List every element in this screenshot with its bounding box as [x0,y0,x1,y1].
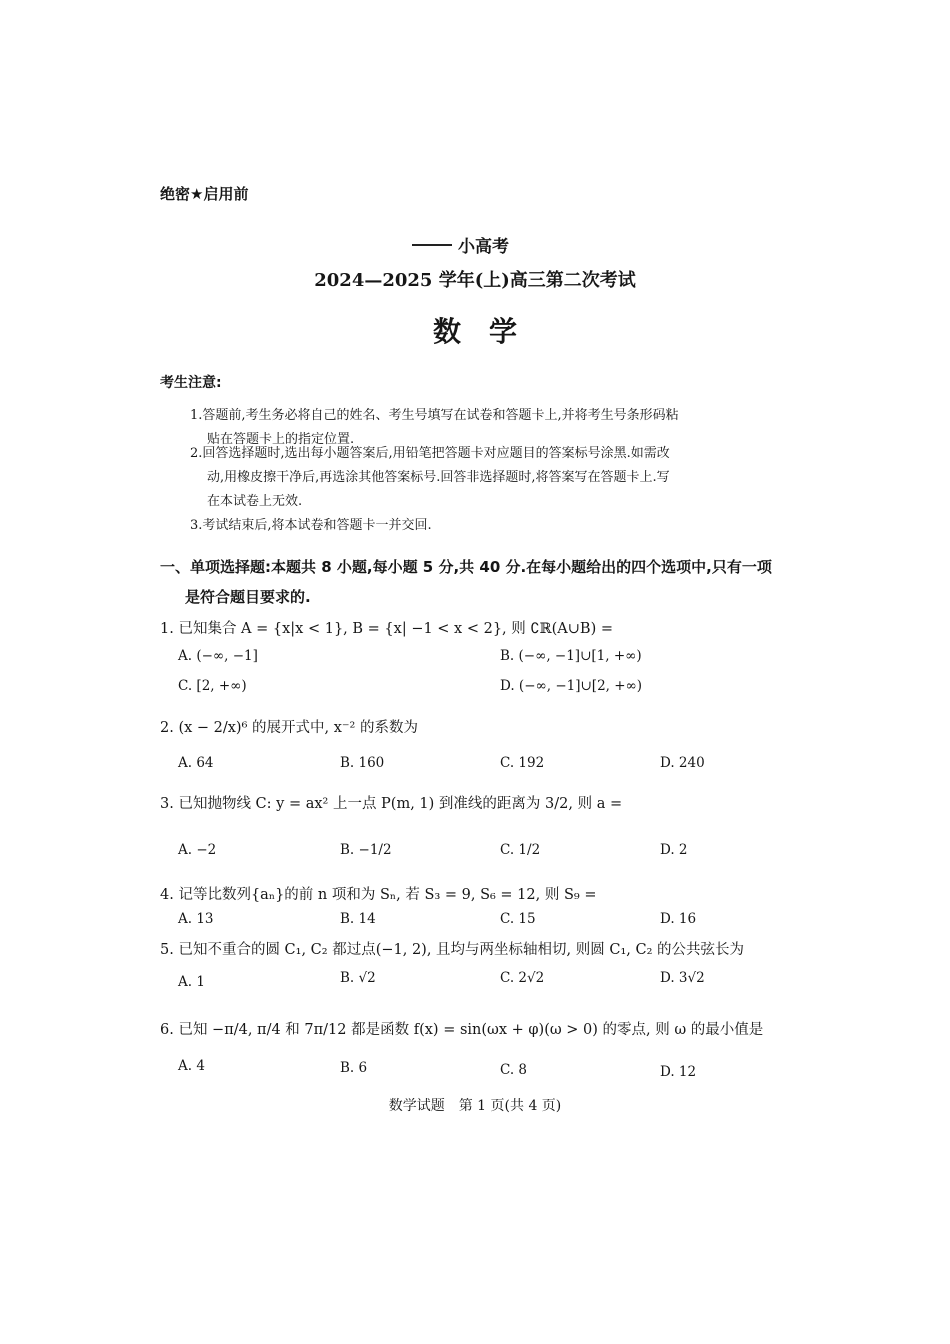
notice-item-2-line-1: 2.回答选择题时,选出每小题答案后,用铅笔把答题卡对应题目的答案标号涂黑.如需改 [190,446,670,461]
question-4-option-c: C. 15 [500,911,536,927]
question-6-option-d: D. 12 [660,1064,697,1080]
question-2-option-a: A. 64 [178,755,214,771]
section-heading-line-1: 一、单项选择题:本题共 8 小题,每小题 5 分,共 40 分.在每小题给出的四个选项中,只有一项 [160,558,772,576]
question-5-option-a: A. 1 [178,974,205,990]
question-4-stem: 4. 记等比数列{aₙ}的前 n 项和为 Sₙ, 若 S₃ = 9, S₆ = 12, 则 S₉ = [160,887,597,903]
question-1-option-c: C. [2, +∞) [178,678,247,694]
secret-label: 绝密★启用前 [160,185,249,203]
organizer-name: 小高考 [458,237,509,257]
question-4-option-d: D. 16 [660,911,697,927]
question-3-option-b: B. −1/2 [340,842,392,858]
page-footer: 数学试题 第 1 页(共 4 页) [388,1098,562,1114]
question-4-option-b: B. 14 [340,911,376,927]
question-1-option-b: B. (−∞, −1]∪[1, +∞) [500,648,642,664]
question-2-option-d: D. 240 [660,755,705,771]
notice-title: 考生注意: [160,375,222,391]
question-1-option-a: A. (−∞, −1] [178,648,258,664]
subject-title: 数学 [432,315,545,348]
question-6-option-c: C. 8 [500,1062,528,1078]
notice-item-3-line-1: 3.考试结束后,将本试卷和答题卡一并交回. [190,518,432,533]
notice-item-1-line-2: 贴在答题卡上的指定位置. [207,432,355,447]
question-3-option-a: A. −2 [178,842,217,858]
exam-title: 2024—2025 学年(上)高三第二次考试 [314,270,636,291]
question-6-option-b: B. 6 [340,1060,368,1076]
question-3-stem: 3. 已知抛物线 C: y = ax² 上一点 P(m, 1) 到准线的距离为 3/2, 则 a = [160,796,623,812]
question-2-option-b: B. 160 [340,755,385,771]
question-5-stem: 5. 已知不重合的圆 C₁, C₂ 都过点(−1, 2), 且均与两坐标轴相切, 则圆 C₁, C₂ 的公共弦长为 [160,942,745,958]
notice-item-1-line-1: 1.答题前,考生务必将自己的姓名、考生号填写在试卷和答题卡上,并将考生号条形码粘 [190,408,679,423]
question-5-option-d: D. 3√2 [660,970,705,986]
question-6-stem: 6. 已知 −π/4, π/4 和 7π/12 都是函数 f(x) = sin(ωx + φ)(ω > 0) 的零点, 则 ω 的最小值是 [160,1022,764,1038]
question-2-option-c: C. 192 [500,755,545,771]
question-1-stem: 1. 已知集合 A = {x|x < 1}, B = {x| −1 < x < 2}, 则 ∁ℝ(A∪B) = [160,621,614,637]
question-1-option-d: D. (−∞, −1]∪[2, +∞) [500,678,643,694]
notice-item-2-line-2: 动,用橡皮擦干净后,再选涂其他答案标号.回答非选择题时,将答案写在答题卡上.写 [207,470,670,485]
question-4-option-a: A. 13 [178,911,214,927]
question-2-stem: 2. (x − 2/x)⁶ 的展开式中, x⁻² 的系数为 [160,720,418,736]
question-5-option-c: C. 2√2 [500,970,545,986]
question-3-option-d: D. 2 [660,842,688,858]
blank-line [412,244,452,246]
exam-organizer [412,232,509,257]
question-3-option-c: C. 1/2 [500,842,541,858]
notice-item-2-line-3: 在本试卷上无效. [207,494,303,509]
question-6-option-a: A. 4 [178,1058,205,1074]
section-heading-line-2: 是符合题目要求的. [185,588,311,606]
question-5-option-b: B. √2 [340,970,376,986]
